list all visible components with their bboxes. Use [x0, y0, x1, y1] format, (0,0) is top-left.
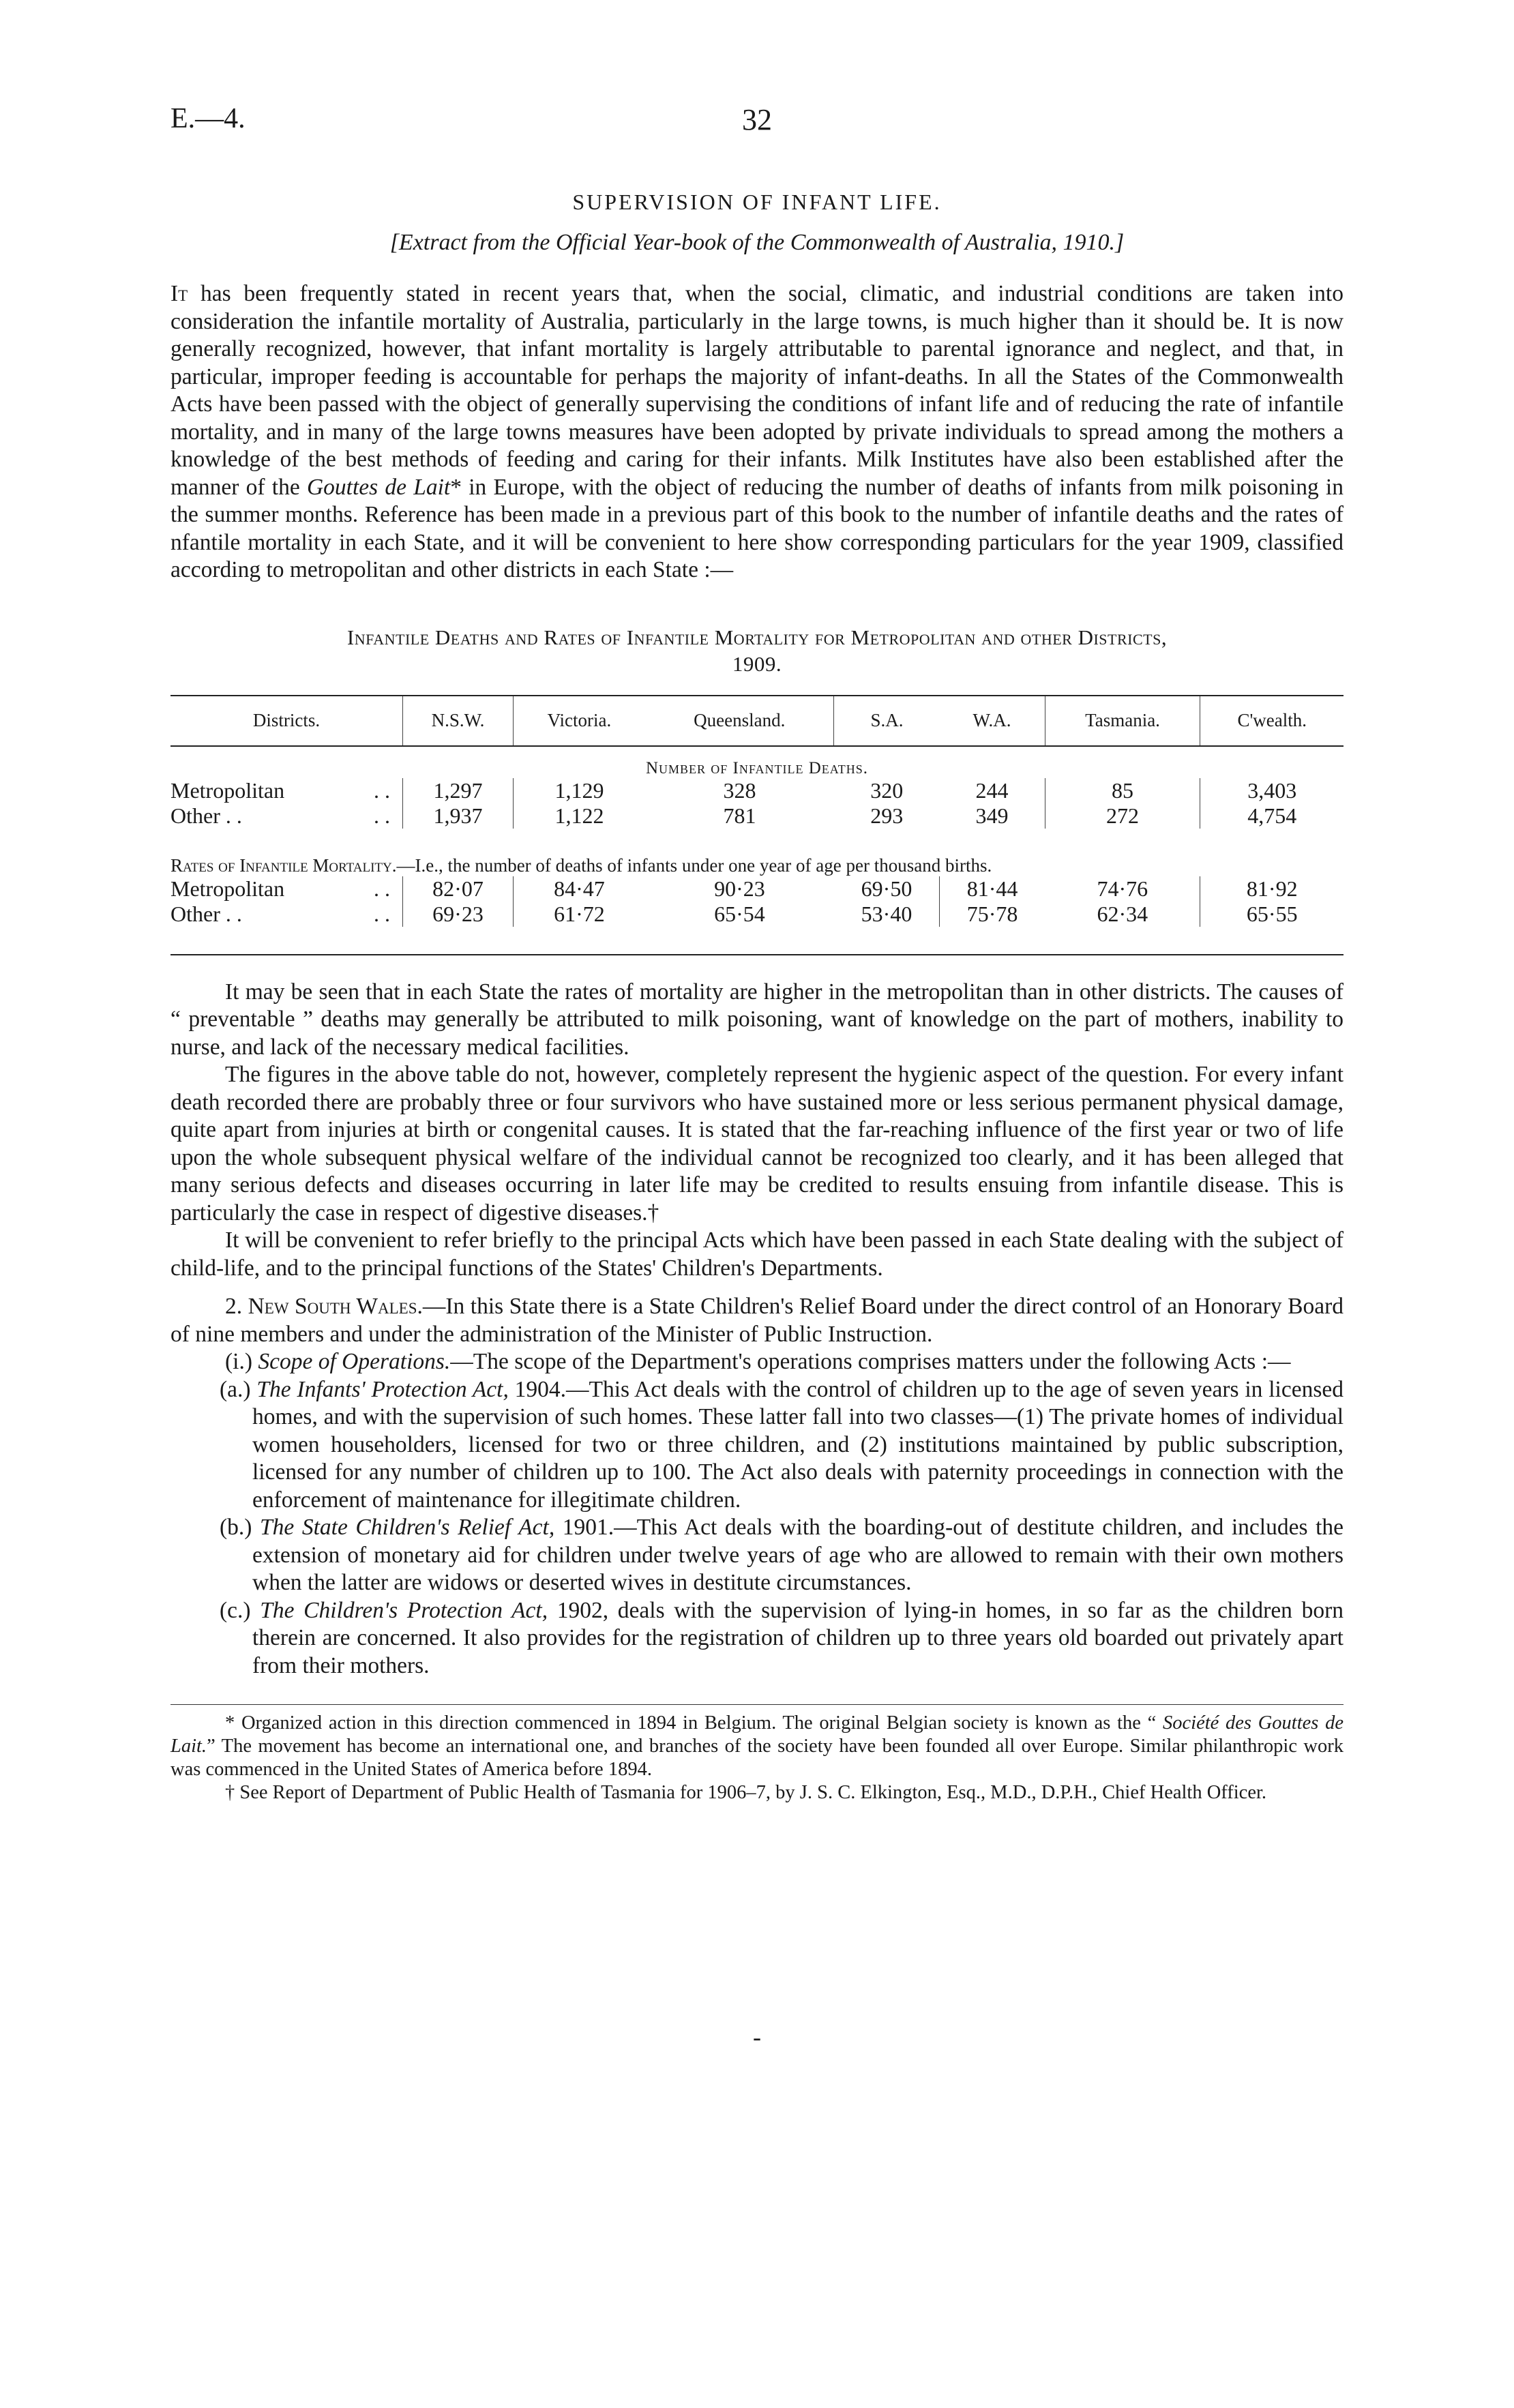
row-label-text: Metropolitan: [170, 777, 285, 803]
table-header-row: [170, 696, 1344, 746]
nsw-heading: New South Wales.: [248, 1294, 423, 1319]
table-cell: 1,129: [513, 778, 644, 803]
act-text: 1902, deals with the supervision of lying-in homes, in so far as the children born therein are concerned. It also provides for the registration of children up to three years old boarded out privately apart from their mothers.: [252, 1597, 1344, 1678]
page-number: 32: [742, 103, 772, 136]
table-cell: 69·50: [861, 876, 912, 901]
mortality-table: [170, 695, 1344, 955]
table-cell: 1,937: [403, 803, 514, 829]
row-label-text: Other . .: [170, 901, 242, 926]
table-row: [170, 803, 1344, 829]
column-header: S.A.: [834, 696, 940, 746]
table-row: [170, 778, 1344, 803]
act-item: [170, 1376, 1344, 1515]
footnote-text: * Organized action in this direction commenced in 1894 in Belgium. The original Belgian society is known as the “: [225, 1712, 1163, 1734]
deaths-heading-row: [170, 746, 1344, 778]
paragraph: It will be convenient to refer briefly to the principal Acts which have been passed in each State dealing with the subject of child-life, and to the principal functions of the States' Children's Departments.: [170, 1228, 1344, 1281]
table-title-line-1: Infantile Deaths and Rates of Infantile Mortality for Metropolitan and other Districts,: [346, 625, 1168, 649]
act-name: The State Children's Relief Act,: [260, 1515, 555, 1540]
table-cell: 65·54: [714, 901, 765, 926]
table-cell: 85: [1045, 778, 1200, 803]
intro-text: has been frequently stated in recent years that, when the social, climatic, and industrial conditions are taken into consideration the infantile mortality of Australia, particularly in the large towns, is much higher than it should be. It is now generally recognized, however, that infant mortality is largely attributable to parental ignorance and neglect, and that, in particular, improper feeding is accountable for perhaps the majority of infant-deaths. In all the States of the Commonwealth Acts have been passed with the object of generally supervising the conditions of infant life and of reducing the rate of infantile mortality, and in many of the large towns measures have been adopted by private individuals to spread among the mothers a knowledge of the best methods of feeding and caring for their infants. Milk Institutes have also been established after the manner of the: [170, 281, 1344, 500]
row-label: [170, 803, 403, 829]
scope-heading: Scope of Operations.: [258, 1349, 451, 1374]
leader-dots: . .: [374, 803, 390, 828]
footnote-text: ” The movement has become an international one, and branches of the society have been founded all over Europe. Similar philanthropic work was commenced in the United States of America before 1894.: [170, 1736, 1344, 1780]
table-title: [170, 624, 1344, 677]
act-mark: (c.): [220, 1597, 261, 1623]
nsw-text: —In this State there is a State Children's Relief Board under the direct control of an Honorary Board of nine members and under the administration of the Minister of Public Instruction.: [170, 1294, 1344, 1347]
column-header: Queensland.: [694, 710, 786, 730]
table-cell: 61·72: [513, 902, 644, 927]
rates-heading-text: —I.e., the number of deaths of infants under one year of age per thousand births.: [396, 854, 992, 876]
intro-text-2: * in Europe, with the object of reducing the number of deaths of infants from milk poisoning in the summer months. Reference has been made in a previous part of this book to the number of infantile deaths and the rates of nfantile mortality in each State, and it will be convenient to here show corresponding particulars for the year 1909, classified according to metropolitan and other districts in each State :—: [170, 474, 1344, 582]
table-cell: 272: [1045, 803, 1200, 829]
rates-heading-row: [170, 829, 1344, 876]
intro-italic: Gouttes de Lait: [306, 474, 451, 500]
row-label: [170, 778, 403, 803]
scope-number: (i.): [225, 1349, 258, 1374]
deaths-heading: Number of Infantile Deaths.: [645, 758, 869, 777]
leader-dots: . .: [374, 876, 390, 901]
scope-paragraph: [170, 1348, 1344, 1376]
table-row: [170, 876, 1344, 902]
intro-paragraph: [170, 280, 1344, 584]
document-reference: E.—4.: [170, 103, 246, 134]
table-cell: 65·55: [1200, 902, 1344, 927]
leader-dots: . .: [374, 901, 390, 926]
document-page: [170, 102, 1344, 2051]
trailing-mark: -: [753, 2023, 761, 2051]
section-title: SUPERVISION OF INFANT LIFE.: [572, 190, 942, 214]
column-header: Victoria.: [513, 696, 644, 746]
table-cell: 84·47: [513, 876, 644, 902]
table-cell: 81·92: [1200, 876, 1344, 902]
table-cell: 293: [870, 803, 904, 828]
column-header: C'wealth.: [1200, 696, 1344, 746]
table-row: [170, 902, 1344, 927]
nsw-number: 2.: [225, 1294, 248, 1319]
act-mark: (b.): [220, 1515, 261, 1540]
column-header: W.A.: [973, 710, 1011, 730]
paragraph: The figures in the above table do not, however, completely represent the hygienic aspect of the question. For every infant death recorded there are probably three or four survivors who have sustained more or less serious permanent physical damage, quite apart from injuries at birth or congenital causes. It is stated that the far-reaching influence of the first year or two of life upon the whole subsequent physical welfare of the individual cannot be recognized too clearly, and it has been alleged that many serious defects and diseases occurring in later life may be credited to results ensuing from infantile disease. This is particularly the case in respect of digestive diseases.†: [170, 1062, 1344, 1225]
body-text: [170, 979, 1344, 1680]
act-text: 1901.—This Act deals with the boarding-out of destitute children, and includes the extension of monetary aid for children under twelve years of age who are allowed to remain with their own mothers when the latter are widows or deserted wives in destitute circumstances.: [252, 1515, 1344, 1595]
act-item: [170, 1597, 1344, 1680]
footnotes: [170, 1704, 1344, 1804]
footnote: † See Report of Department of Public Health of Tasmania for 1906–7, by J. S. C. Elkington, Esq., M.D., D.P.H., Chief Health Officer.: [225, 1782, 1267, 1803]
table-cell: 81·44: [940, 876, 1045, 902]
table-cell: 62·34: [1097, 901, 1148, 926]
rates-heading-label: Rates of Infantile Mortality.: [170, 854, 397, 876]
table-cell: 3,403: [1200, 778, 1344, 803]
column-header: Districts.: [252, 710, 321, 730]
table-cell: 320: [870, 777, 904, 803]
table-cell: 4,754: [1200, 803, 1344, 829]
table-cell: 69·23: [403, 902, 514, 927]
table-cell: 349: [975, 803, 1009, 828]
row-label-text: Metropolitan: [170, 876, 285, 901]
row-label: [170, 902, 403, 927]
leader-dots: . .: [374, 777, 390, 803]
nsw-paragraph: [170, 1293, 1344, 1348]
table-cell: 781: [723, 803, 756, 828]
column-header: N.S.W.: [403, 696, 514, 746]
column-header: Tasmania.: [1045, 696, 1200, 746]
act-text: 1904.—This Act deals with the control of children up to the age of seven years in licensed homes, and with the supervision of such homes. These latter fall into two classes—(1) The private homes of individual women householders, licensed for two or three children, and (2) institutions maintained by public subscription, licensed for any number of children up to 100. The Act also deals with paternity proceedings in connection with the enforcement of maintenance for illegitimate children.: [252, 1376, 1344, 1513]
table-cell: 82·07: [403, 876, 514, 902]
table-cell: 1,122: [513, 803, 644, 829]
rates-heading: [170, 829, 1344, 876]
act-item: [170, 1514, 1344, 1597]
table-cell: 244: [975, 777, 1009, 803]
act-name: The Infants' Protection Act,: [256, 1376, 509, 1402]
table-title-line-2: 1909.: [732, 651, 782, 676]
paragraph: It may be seen that in each State the rates of mortality are higher in the metropolitan than in other districts. The causes of “ preventable ” deaths may generally be attributed to milk poisoning, want of knowledge on the part of mothers, inability to nurse, and lack of the necessary medical facilities.: [170, 979, 1344, 1060]
table-cell: 74·76: [1097, 876, 1148, 901]
act-mark: (a.): [220, 1376, 257, 1402]
intro-lead-word: It: [170, 281, 188, 306]
table-bottom-spacer: [170, 927, 1344, 955]
table-cell: 90·23: [714, 876, 765, 901]
table-cell: 75·78: [940, 902, 1045, 927]
footnote: [170, 1712, 1344, 1781]
row-label: [170, 876, 403, 902]
extract-note: [Extract from the Official Year-book of the Commonwealth of Australia, 1910.]: [389, 230, 1125, 255]
table-cell: 1,297: [403, 778, 514, 803]
table-cell: 328: [723, 777, 756, 803]
footnote-italic: Société des Gouttes de Lait.: [170, 1712, 1344, 1757]
scope-text: —The scope of the Department's operations comprises matters under the following Acts :—: [450, 1349, 1291, 1374]
table-cell: 53·40: [861, 901, 912, 926]
page-header: [170, 102, 1344, 157]
row-label-text: Other . .: [170, 803, 242, 828]
act-name: The Children's Protection Act,: [260, 1597, 548, 1623]
